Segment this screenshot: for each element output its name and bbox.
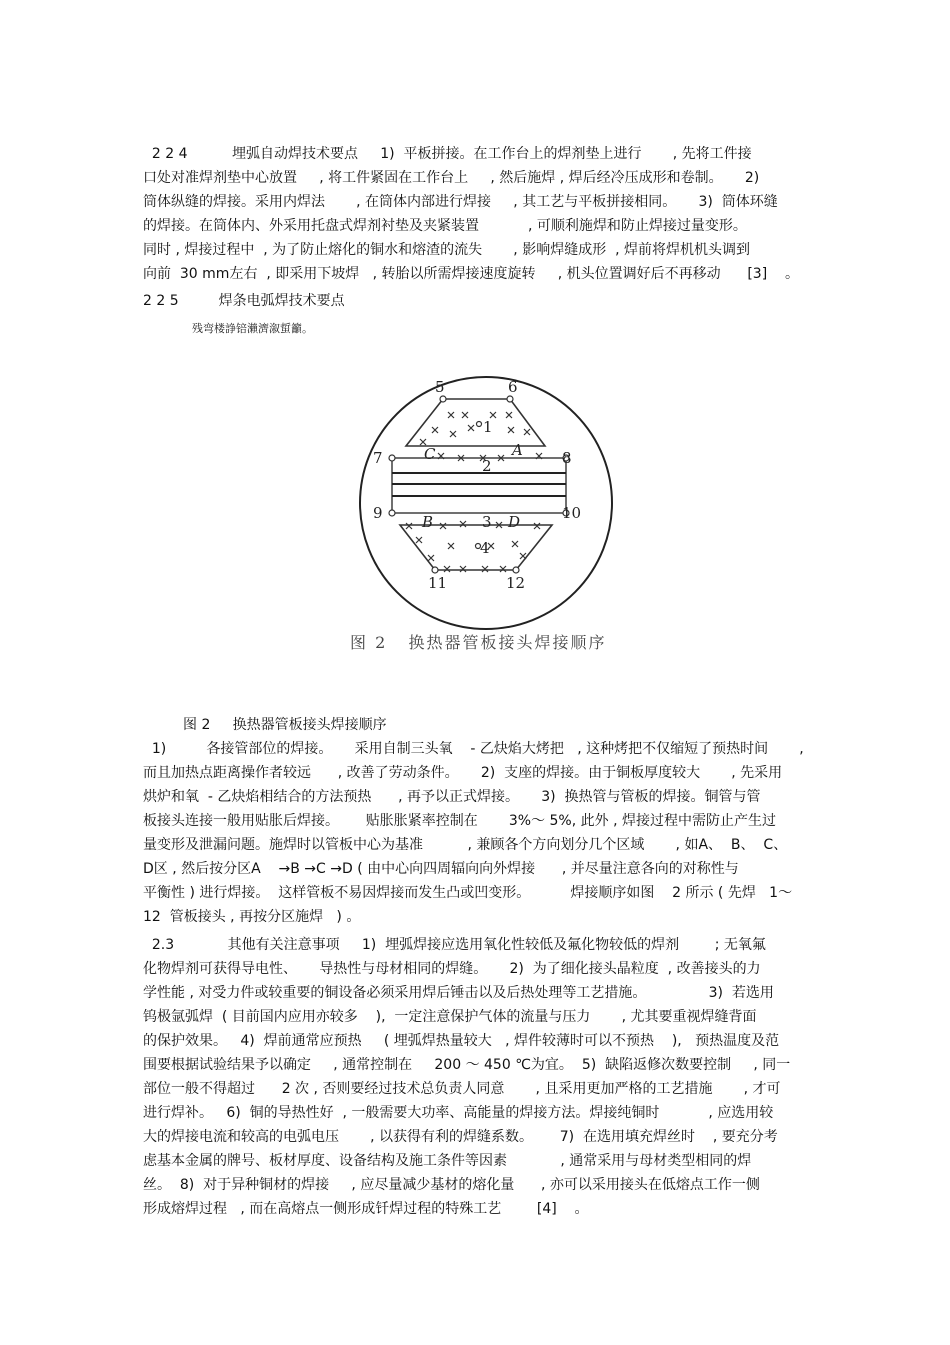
point-label: A bbox=[512, 441, 523, 459]
garbled-text: 残弯楼諍锫瀨濟溆蜇籲。 bbox=[192, 322, 313, 335]
text-line: 部位一般不得超过 2 次 , 否则要经过技术总负责人同意 , 且采用更加严格的工艺措施 , 才可 bbox=[143, 1081, 781, 1097]
point-label: 10 bbox=[562, 504, 582, 522]
text-line: D区 , 然后按分区A →B →C →D ( 由中心向四周辐向向外焊接 , 并尽量注意各向的对称性与 bbox=[143, 861, 739, 877]
text-line: 大的焊接电流和较高的电弧电压 , 以获得有利的焊缝系数。 7) 在选用填充焊丝时 , 要充分考 bbox=[143, 1129, 778, 1145]
text-line: 口处对准焊剂垫中心放置 , 将工件紧固在工作台上 , 然后施焊 , 焊后经冷压成形和卷制。 2) bbox=[143, 170, 760, 186]
text-line: 丝。 8) 对于异种铜材的焊接 , 应尽量减少基材的熔化量 , 亦可以采用接头在低熔点工作一侧 bbox=[143, 1177, 760, 1193]
section-225-heading: 2 2 5 焊条电弧焊技术要点 bbox=[143, 293, 345, 309]
text-line: 的焊接。在筒体内、外采用托盘式焊剂衬垫及夹紧装置 , 可顺利施焊和防止焊接过量变形。 bbox=[143, 218, 747, 234]
text-line: 12 管板接头 , 再按分区施焊 ) 。 bbox=[143, 909, 361, 925]
text-line: 的保护效果。 4) 焊前通常应预热 ( 埋弧焊热量较大 , 焊件较薄时可以不预热 ), 预热温度及范 bbox=[143, 1033, 780, 1049]
text-line: 2.3 其他有关注意事项 1) 埋弧焊接应选用氧化性较低及氟化物较低的焊剂 ; 无氧氟 bbox=[143, 937, 766, 953]
figure-image-caption: 图 2 换热器管板接头焊接顺序 bbox=[350, 633, 607, 652]
text-line: 平衡性 ) 进行焊接。 这样管板不易因焊接而发生凸或凹变形。 焊接顺序如图 2 所示 ( 先焊 1～ bbox=[143, 885, 793, 901]
point-label: 8 bbox=[562, 449, 572, 467]
text-line: 学性能 , 对受力件或较重要的铜设备必须采用焊后锤击以及后热处理等工艺措施。 3) 若选用 bbox=[143, 985, 774, 1001]
text-line: 围要根据试验结果予以确定 , 通常控制在 200 ～ 450 ℃为宜。 5) 缺陷返修次数要控制 , 同一 bbox=[143, 1057, 791, 1073]
point-label: 7 bbox=[373, 449, 383, 467]
text-line: 板接头连接一般用贴胀后焊接。 贴胀胀紧率控制在 3%～ 5%, 此外 , 焊接过程中需防止产生过 bbox=[143, 813, 776, 829]
point-label: 11 bbox=[428, 574, 448, 592]
text-line: 量变形及泄漏问题。施焊时以管板中心为基准 , 兼顾各个方向划分几个区域 , 如A、 B、 C、 bbox=[143, 837, 788, 853]
text-line: 而且加热点距离操作者较远 , 改善了劳动条件。 2) 支座的焊接。由于铜板厚度较大 , 先采用 bbox=[143, 765, 783, 781]
text-line: 向前 30 mm左右 , 即采用下坡焊 , 转胎以所需焊接速度旋转 , 机头位置调好后不再移动 [3] 。 bbox=[143, 266, 799, 282]
point-label: C bbox=[424, 445, 436, 463]
point-label: 2 bbox=[482, 457, 492, 475]
point-label: 6 bbox=[508, 378, 518, 396]
text-line: 形成熔焊过程 , 而在高熔点一侧形成钎焊过程的特殊工艺 [4] 。 bbox=[143, 1201, 589, 1217]
tube-sheet-figure bbox=[340, 355, 630, 665]
text-line: 1) 各接管部位的焊接。 采用自制三头氧 - 乙炔焰大烤把 , 这种烤把不仅缩短了预热时间 , bbox=[143, 741, 804, 757]
text-line: 化物焊剂可获得导电性、 导热性与母材相同的焊缝。 2) 为了细化接头晶粒度 , 改善接头的力 bbox=[143, 961, 761, 977]
text-line: 钨极氩弧焊 ( 目前国内应用亦较多 ), 一定注意保护气体的流量与压力 , 尤其要重视焊缝背面 bbox=[143, 1009, 757, 1025]
point-label: 12 bbox=[506, 574, 526, 592]
text-line: 进行焊补。 6) 铜的导热性好 , 一般需要大功率、高能量的焊接方法。焊接纯铜时 , 应选用较 bbox=[143, 1105, 774, 1121]
text-line: 同时 , 焊接过程中 , 为了防止熔化的铜水和熔渣的流失 , 影响焊缝成形 , 焊前将焊机机头调到 bbox=[143, 242, 751, 258]
point-label: D bbox=[508, 513, 521, 531]
text-line: 2 2 4 埋弧自动焊技术要点 1) 平板拼接。在工作台上的焊剂垫上进行 , 先将工件接 bbox=[143, 146, 752, 162]
text-line: 虑基本金属的牌号、板材厚度、设备结构及施工条件等因素 , 通常采用与母材类型相同的焊 bbox=[143, 1153, 752, 1169]
point-label: B bbox=[422, 513, 434, 531]
text-line: 烘炉和氧 - 乙炔焰相结合的方法预热 , 再予以正式焊接。 3) 换热管与管板的焊接。铜管与管 bbox=[143, 789, 761, 805]
point-label: 5 bbox=[435, 378, 445, 396]
point-label: 1 bbox=[483, 418, 493, 436]
point-label: 3 bbox=[482, 513, 492, 531]
point-label: 9 bbox=[373, 504, 383, 522]
point-label: 4 bbox=[480, 539, 490, 557]
figure-caption: 图 2 换热器管板接头焊接顺序 bbox=[183, 717, 387, 733]
text-line: 筒体纵缝的焊接。采用内焊法 , 在筒体内部进行焊接 , 其工艺与平板拼接相同。 3) 筒体环缝 bbox=[143, 194, 778, 210]
